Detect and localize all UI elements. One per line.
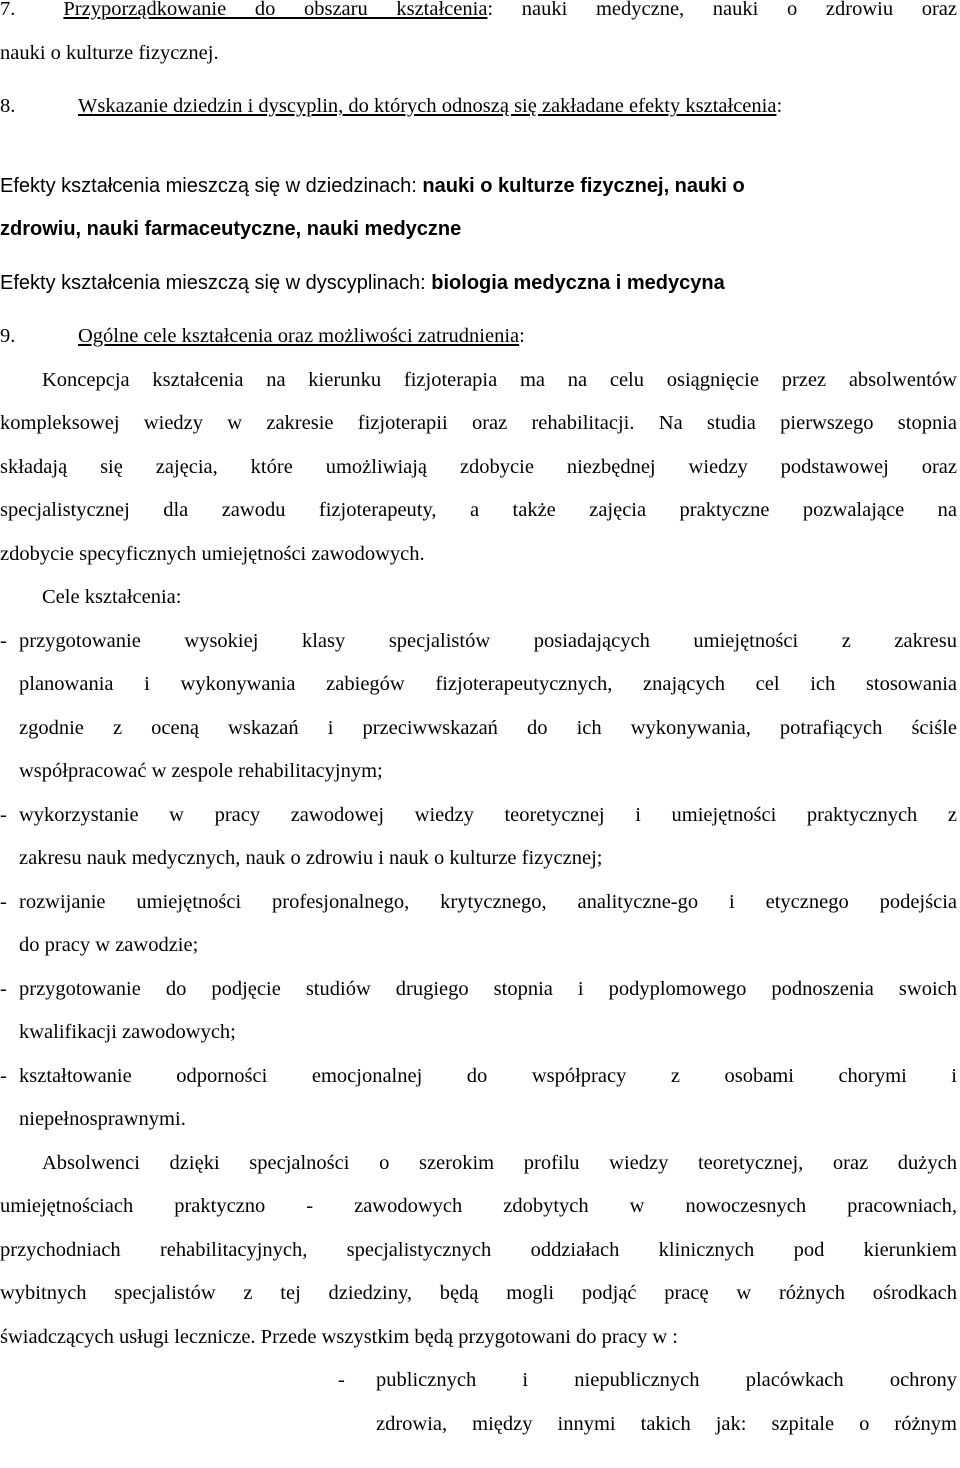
- section-7-heading: Przyporządkowanie do obszaru kształcenia: [63, 0, 488, 20]
- graduates-line: przychodniach rehabilitacyjnych, specjalistycznych oddziałach klinicznych pod kierunkiem: [0, 1238, 957, 1261]
- goal-line: planowania i wykonywania zabiegów fizjoterapeutycznych, znających cel ich stosowania: [19, 673, 957, 695]
- workplace-line: zdrowia, między innymi takich jak: szpitale o różnym: [376, 1412, 957, 1435]
- dash-marker: -: [0, 977, 7, 1000]
- goal-line: wykorzystanie w pracy zawodowej wiedzy teoretycznej i umiejętności praktycznych z: [19, 803, 957, 826]
- goal-line: przygotowanie do podjęcie studiów drugiego stopnia i podyplomowego podnoszenia swoich: [19, 977, 957, 1000]
- section-7-text: : nauki medyczne, nauki o zdrowiu oraz: [487, 0, 957, 20]
- section-7-number: 7.: [0, 0, 16, 20]
- dash-marker: -: [0, 1064, 7, 1087]
- domains-label: Efekty kształcenia mieszczą się w dziedzinach:: [0, 174, 417, 197]
- goal-item: [0, 881, 957, 968]
- goal-line: do pracy w zawodzie;: [19, 934, 199, 956]
- section-7-line-2: nauki o kulturze fizycznej.: [0, 41, 219, 64]
- goal-line: przygotowanie wysokiej klasy specjalistów posiadających umiejętności z zakresu: [19, 629, 957, 652]
- goals-list: [0, 620, 957, 1142]
- graduates-line: Absolwenci dzięki specjalności o szerokim profilu wiedzy teoretycznej, oraz dużych: [42, 1151, 957, 1174]
- goal-item: [0, 794, 957, 881]
- goal-item: [0, 1055, 957, 1142]
- goal-line: rozwijanie umiejętności profesjonalnego, krytycznego, analityczne-go i etycznego podejścia: [19, 890, 957, 913]
- graduates-line: świadczących usługi lecznicze. Przede wszystkim będą przygotowani do pracy w :: [0, 1325, 678, 1348]
- intro-paragraph: [0, 359, 957, 577]
- goal-line: kwalifikacji zawodowych;: [19, 1021, 236, 1043]
- section-8-number: 8.: [0, 95, 16, 117]
- section-8-heading: Wskazanie dziedzin i dyscyplin, do których odnoszą się zakładane efekty kształcenia: [78, 95, 777, 117]
- disciplines-label: Efekty kształcenia mieszczą się w dyscyplinach:: [0, 271, 426, 294]
- dash-marker: -: [0, 803, 7, 826]
- domains-line-1: [0, 165, 957, 209]
- disciplines-line: [0, 262, 957, 306]
- section-9-heading-line: 9. Ogólne cele kształcenia oraz możliwości zatrudnienia:: [0, 315, 957, 359]
- intro-line: kompleksowej wiedzy w zakresie fizjoterapii oraz rehabilitacji. Na studia pierwszego stopnia: [0, 412, 957, 434]
- section-9-heading: Ogólne cele kształcenia oraz możliwości zatrudnienia: [78, 325, 520, 347]
- section-7-line-1: [0, 0, 957, 32]
- intro-line: specjalistycznej dla zawodu fizjoterapeuty, a także zajęcia praktyczne pozwalające na: [0, 499, 957, 521]
- goal-line: współpracować w zespole rehabilitacyjnym;: [19, 760, 383, 782]
- goal-item: [0, 968, 957, 1055]
- dash-marker: -: [338, 1369, 345, 1391]
- disciplines-value: biologia medyczna i medycyna: [431, 271, 725, 294]
- section-8-heading-line: 8. Wskazanie dziedzin i dyscyplin, do których odnoszą się zakładane efekty kształcenia:: [0, 85, 957, 129]
- domains-value-1: nauki o kulturze fizycznej, nauki o: [422, 174, 745, 197]
- workplace-line: publicznych i niepublicznych placówkach ochrony: [376, 1369, 957, 1391]
- domains-value-2: zdrowiu, nauki farmaceutyczne, nauki medyczne: [0, 218, 462, 240]
- dash-marker: -: [0, 629, 7, 652]
- intro-line: zdobycie specyficznych umiejętności zawodowych.: [0, 542, 425, 565]
- goal-line: kształtowanie odporności emocjonalnej do współpracy z osobami chorymi i: [19, 1064, 957, 1087]
- goal-line: niepełnosprawnymi.: [19, 1108, 186, 1130]
- goal-item: [0, 620, 957, 794]
- graduates-line: umiejętnościach praktyczno - zawodowych zdobytych w nowoczesnych pracowniach,: [0, 1195, 957, 1217]
- goals-heading: Cele kształcenia:: [42, 586, 182, 608]
- workplace-item: [338, 1359, 957, 1446]
- graduates-line: wybitnych specjalistów z tej dziedziny, będą mogli podjąć pracę w różnych ośrodkach: [0, 1282, 957, 1304]
- dash-marker: -: [0, 890, 7, 913]
- intro-line: Koncepcja kształcenia na kierunku fizjoterapia ma na celu osiągnięcie przez absolwentów: [42, 368, 957, 391]
- intro-line: składają się zajęcia, które umożliwiają zdobycie niezbędnej wiedzy podstawowej oraz: [0, 455, 957, 478]
- workplaces-list: [0, 1359, 957, 1446]
- section-9-number: 9.: [0, 325, 16, 347]
- graduates-paragraph: [0, 1142, 957, 1360]
- goal-line: zgodnie z oceną wskazań i przeciwwskazań do ich wykonywania, potrafiących ściśle: [19, 716, 957, 739]
- goal-line: zakresu nauk medycznych, nauk o zdrowiu i nauk o kulturze fizycznej;: [19, 847, 603, 869]
